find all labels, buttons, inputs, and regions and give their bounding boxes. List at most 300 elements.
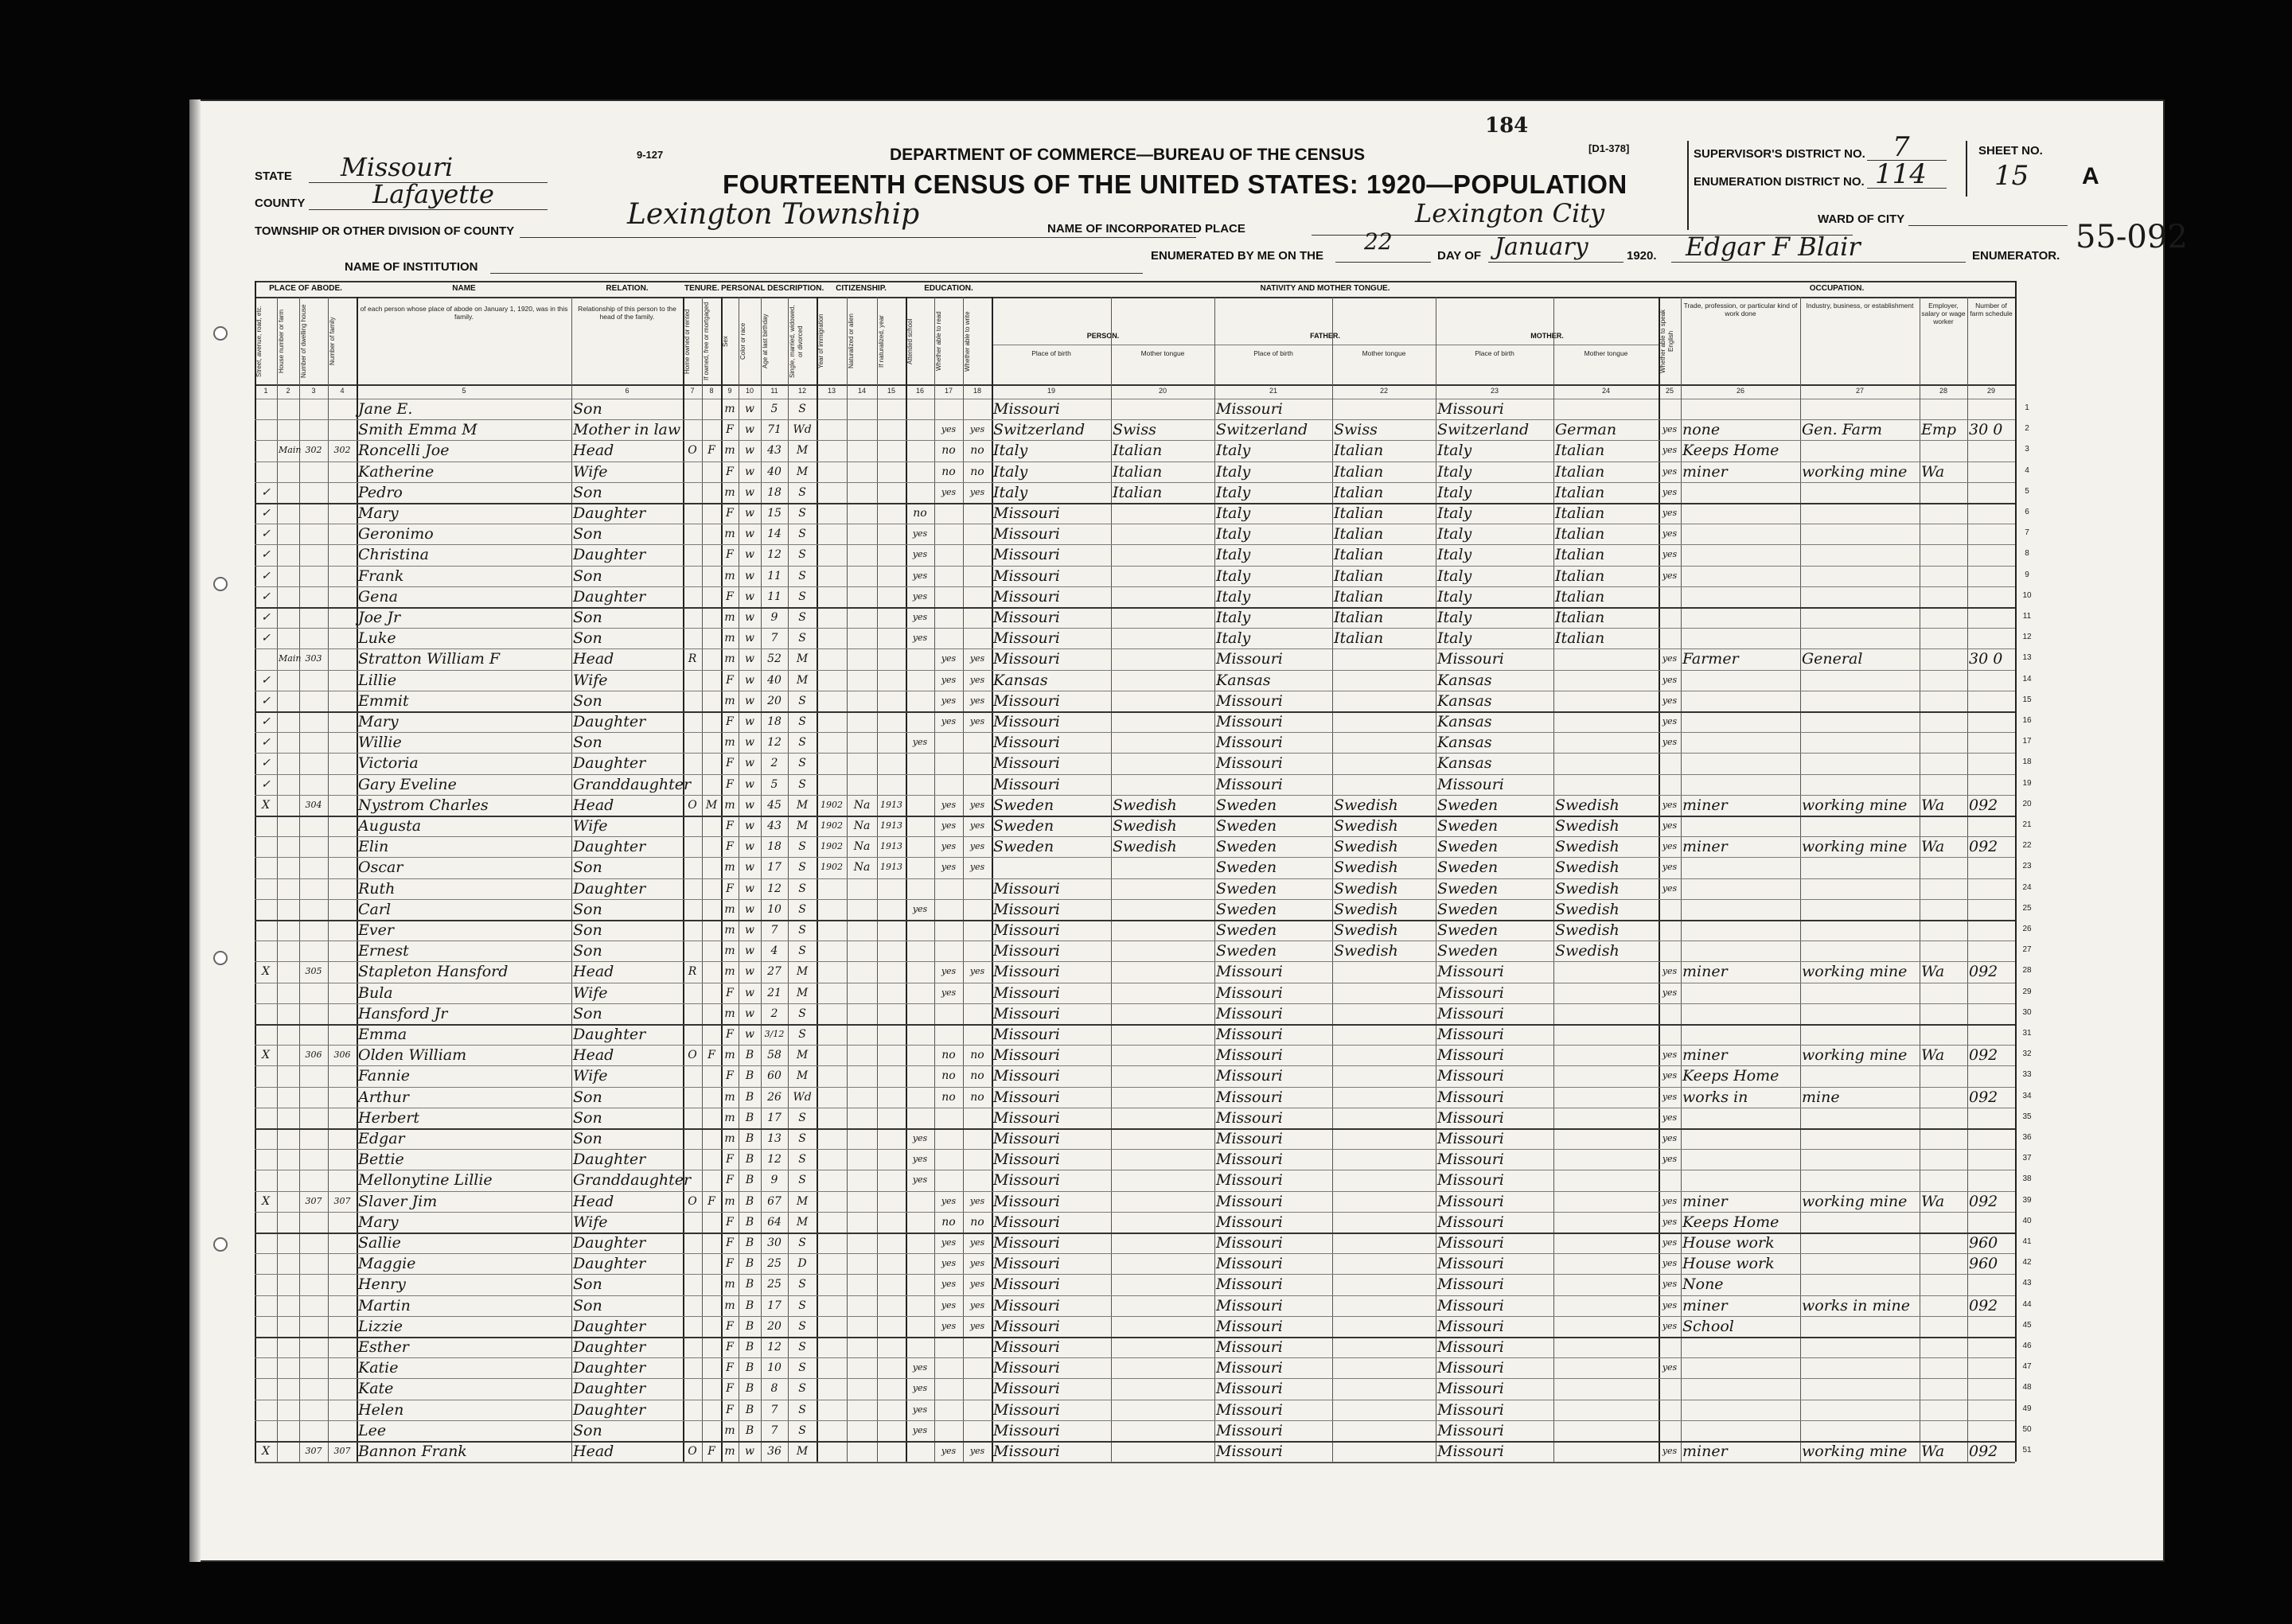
enumerated-label: ENUMERATED BY ME ON THE xyxy=(1151,249,1323,263)
table-cell: Son xyxy=(573,921,602,939)
table-cell: 7 xyxy=(770,924,778,937)
table-row-rule xyxy=(255,566,2015,567)
table-cell: miner xyxy=(1682,1443,1728,1460)
table-cell: Italian xyxy=(1334,462,1384,481)
table-row-rule xyxy=(255,899,2015,900)
table-cell: 8 xyxy=(770,1382,778,1396)
table-cell: Swedish xyxy=(1334,921,1398,939)
table-cell: 67 xyxy=(767,1194,782,1208)
table-cell: Missouri xyxy=(993,1234,1060,1252)
table-cell: O xyxy=(688,1049,697,1062)
column-heading: Single, married, widowed, or divorced xyxy=(789,305,804,378)
header-box-rule xyxy=(1966,141,1967,197)
table-cell: Missouri xyxy=(1216,1234,1283,1252)
table-cell: yes xyxy=(1662,1195,1678,1206)
table-cell: yes xyxy=(912,590,928,602)
table-cell: 092 xyxy=(1969,1088,1998,1106)
table-cell: Missouri xyxy=(993,1380,1060,1398)
table-cell: working mine xyxy=(1802,1046,1908,1065)
table-cell: Italian xyxy=(1555,587,1605,606)
table-cell: S xyxy=(798,507,806,520)
column-rule xyxy=(847,297,848,1462)
township-line xyxy=(520,237,1196,238)
table-cell: m xyxy=(724,569,735,582)
table-cell: Sweden xyxy=(1216,900,1277,918)
table-cell: Missouri xyxy=(1216,713,1283,730)
table-row-rule xyxy=(255,503,2015,504)
table-cell: 18 xyxy=(767,715,782,728)
table-cell: yes xyxy=(1662,1091,1678,1102)
table-cell: Italian xyxy=(1555,525,1605,543)
table-cell: Daughter xyxy=(573,879,646,898)
column-heading: Mother tongue xyxy=(1584,349,1628,357)
table-cell: Wa xyxy=(1921,1443,1945,1460)
table-row-rule xyxy=(255,1065,2015,1066)
table-cell: R xyxy=(688,652,697,666)
column-subgroup-heading: FATHER. xyxy=(1310,332,1340,340)
table-cell: Henry xyxy=(358,1275,406,1294)
table-cell: Italian xyxy=(1334,609,1384,626)
table-cell: 17 xyxy=(767,1111,782,1124)
table-cell: w xyxy=(745,694,754,707)
table-cell: no xyxy=(970,1090,984,1104)
table-cell: 43 xyxy=(767,444,782,458)
column-heading: Whether able to speak English xyxy=(1659,309,1674,374)
table-cell: F xyxy=(726,423,734,437)
table-cell: S xyxy=(798,757,806,770)
table-cell: Missouri xyxy=(1437,400,1504,418)
table-cell: Missouri xyxy=(1437,963,1504,981)
table-cell: 58 xyxy=(767,1049,782,1062)
column-heading: Number of family xyxy=(329,317,336,366)
table-cell: Wa xyxy=(1921,462,1945,481)
table-cell: no xyxy=(970,444,984,458)
table-cell: w xyxy=(745,423,754,437)
row-number: 22 xyxy=(2022,841,2032,851)
table-cell: ✓ xyxy=(261,590,271,603)
table-cell: 60 xyxy=(767,1069,782,1083)
column-number: 10 xyxy=(745,387,754,395)
table-cell: Missouri xyxy=(993,546,1060,564)
table-cell: Italian xyxy=(1334,629,1384,648)
table-cell: Bannon Frank xyxy=(358,1443,467,1460)
column-heading: Naturalized or alien xyxy=(848,314,855,369)
table-cell: 12 xyxy=(767,882,782,895)
table-cell: Missouri xyxy=(1216,1088,1283,1106)
table-cell: 4 xyxy=(770,944,778,958)
table-cell: 20 xyxy=(767,694,782,707)
table-cell: Swedish xyxy=(1555,879,1620,898)
table-cell: Missouri xyxy=(1437,1275,1504,1294)
table-cell: Granddaughter xyxy=(573,775,692,793)
column-number: 21 xyxy=(1269,387,1277,395)
column-number: 6 xyxy=(625,387,630,395)
table-cell: yes xyxy=(969,695,985,706)
column-heading: If owned, free or mortgaged xyxy=(703,302,710,381)
table-cell: B xyxy=(745,1403,754,1416)
table-cell: 960 xyxy=(1969,1255,1998,1273)
table-cell: Italian xyxy=(1555,567,1605,585)
column-rule xyxy=(1800,297,1801,1462)
column-group-heading: PERSONAL DESCRIPTION. xyxy=(721,284,824,293)
table-cell: Italy xyxy=(1216,442,1251,460)
table-cell: yes xyxy=(1662,674,1678,685)
table-cell: Swiss xyxy=(1334,421,1378,439)
table-cell: Missouri xyxy=(1437,1171,1504,1190)
table-cell: O xyxy=(688,1445,697,1458)
table-cell: 12 xyxy=(767,1341,782,1353)
table-row-rule xyxy=(255,732,2015,733)
table-cell: Edgar xyxy=(358,1130,405,1147)
table-cell: w xyxy=(745,757,754,770)
table-cell: Sweden xyxy=(1437,838,1499,856)
table-cell: ✓ xyxy=(261,507,271,520)
table-cell: Missouri xyxy=(1216,1380,1283,1398)
table-cell: 7 xyxy=(770,1403,778,1416)
table-cell: Italy xyxy=(1437,567,1472,585)
table-cell: yes xyxy=(969,1258,985,1269)
table-cell: Missouri xyxy=(993,1088,1060,1106)
table-row-rule xyxy=(255,1024,2015,1026)
table-cell: 307 xyxy=(305,1446,322,1456)
table-cell: 1913 xyxy=(880,799,902,810)
table-cell: Nystrom Charles xyxy=(358,796,489,814)
table-cell: miner xyxy=(1682,1296,1728,1314)
table-cell: Missouri xyxy=(1437,1151,1504,1169)
table-cell: Head xyxy=(573,650,614,668)
table-cell: S xyxy=(798,403,806,415)
table-cell: M xyxy=(796,1069,809,1083)
table-cell: yes xyxy=(1662,1133,1678,1143)
table-cell: w xyxy=(745,715,754,728)
table-cell: yes xyxy=(1662,424,1678,435)
table-cell: B xyxy=(745,1153,754,1166)
census-sheet xyxy=(189,99,2188,1562)
table-cell: X xyxy=(262,1445,270,1458)
table-cell: Missouri xyxy=(993,629,1060,648)
table-cell: Missouri xyxy=(1216,1296,1283,1314)
table-cell: F xyxy=(726,548,734,562)
table-cell: Missouri xyxy=(1216,1359,1283,1377)
table-cell: yes xyxy=(1662,1154,1678,1165)
table-cell: Switzerland xyxy=(1216,421,1308,439)
column-heading: Employer, salary or wage worker xyxy=(1921,302,1966,325)
table-cell: w xyxy=(745,652,754,666)
table-cell: M xyxy=(796,652,809,666)
table-cell: Na xyxy=(853,820,871,832)
table-cell: Missouri xyxy=(993,1130,1060,1147)
table-cell: 14 xyxy=(767,528,782,541)
table-cell: none xyxy=(1682,421,1721,439)
table-cell: Italy xyxy=(1437,587,1472,606)
table-cell: 3/12 xyxy=(764,1029,785,1039)
table-cell: Missouri xyxy=(1437,1192,1504,1210)
table-cell: F xyxy=(726,1361,734,1375)
county-line xyxy=(309,209,548,210)
table-cell: 302 xyxy=(333,445,351,456)
table-cell: Kansas xyxy=(1437,713,1492,730)
table-cell: yes xyxy=(1662,716,1678,726)
table-cell: 092 xyxy=(1969,1296,1998,1314)
table-cell: w xyxy=(745,465,754,478)
table-cell: Gena xyxy=(358,587,398,606)
table-cell: Christina xyxy=(358,546,429,564)
table-row-rule xyxy=(255,1274,2015,1275)
table-cell: working mine xyxy=(1802,1443,1908,1460)
table-cell: Ruth xyxy=(358,879,396,898)
institution-label: NAME OF INSTITUTION xyxy=(345,260,478,274)
table-cell: yes xyxy=(1662,508,1678,518)
table-cell: yes xyxy=(1662,1237,1678,1248)
township-label: TOWNSHIP OR OTHER DIVISION OF COUNTY xyxy=(255,224,515,238)
table-cell: 40 xyxy=(767,673,782,687)
table-cell: ✓ xyxy=(261,736,271,750)
table-row-rule xyxy=(255,1420,2015,1421)
row-number: 26 xyxy=(2022,925,2032,933)
row-number: 40 xyxy=(2022,1216,2032,1225)
table-cell: w xyxy=(745,611,754,624)
table-cell: Italian xyxy=(1555,504,1605,522)
table-cell: Sweden xyxy=(1437,942,1499,960)
state-value: Missouri xyxy=(341,152,454,182)
table-cell: m xyxy=(724,611,735,624)
table-cell: Missouri xyxy=(1216,1338,1283,1356)
table-cell: Herbert xyxy=(358,1108,420,1127)
table-cell: yes xyxy=(941,820,957,831)
table-cell: 15 xyxy=(767,507,782,520)
table-cell: yes xyxy=(912,570,928,581)
table-cell: m xyxy=(724,694,735,707)
row-number: 39 xyxy=(2022,1195,2032,1205)
column-group-heading: CITIZENSHIP. xyxy=(836,284,887,293)
table-cell: 10 xyxy=(767,902,782,916)
table-cell: Missouri xyxy=(993,734,1060,752)
table-cell: yes xyxy=(969,1195,985,1206)
table-cell: F xyxy=(707,1194,715,1208)
table-cell: Swedish xyxy=(1334,838,1398,856)
row-number: 32 xyxy=(2022,1050,2032,1059)
table-cell: m xyxy=(724,403,735,415)
table-cell: ✓ xyxy=(261,777,271,791)
table-cell: Bettie xyxy=(358,1151,404,1169)
table-cell: yes xyxy=(941,1279,957,1290)
table-cell: B xyxy=(745,1278,754,1291)
table-cell: Italian xyxy=(1555,629,1605,648)
table-cell: working mine xyxy=(1802,462,1908,481)
table-cell: yes xyxy=(969,1320,985,1331)
table-cell: yes xyxy=(1662,820,1678,831)
table-cell: Missouri xyxy=(993,1171,1060,1190)
table-cell: 9 xyxy=(770,1174,778,1187)
table-cell: Missouri xyxy=(1216,1046,1283,1065)
table-cell: yes xyxy=(1662,528,1678,539)
row-number: 43 xyxy=(2022,1279,2032,1288)
table-row-rule xyxy=(255,1191,2015,1192)
table-cell: Italy xyxy=(1216,462,1251,481)
table-cell: w xyxy=(745,777,754,791)
table-cell: Head xyxy=(573,442,614,460)
sheet-letter: A xyxy=(2082,163,2099,189)
table-cell: Missouri xyxy=(1216,775,1283,793)
table-row-rule xyxy=(255,586,2015,587)
binder-hole xyxy=(213,1237,228,1252)
table-cell: Italy xyxy=(1437,504,1472,522)
table-cell: 9 xyxy=(770,611,778,624)
table-cell: M xyxy=(796,1445,809,1458)
table-cell: Missouri xyxy=(993,963,1060,981)
table-cell: Gen. Farm xyxy=(1802,421,1883,439)
table-cell: w xyxy=(745,485,754,499)
table-cell: Italian xyxy=(1334,546,1384,564)
table-cell: Missouri xyxy=(993,609,1060,626)
column-rule xyxy=(877,297,878,1462)
table-cell: Daughter xyxy=(573,1338,646,1356)
row-number: 33 xyxy=(2022,1070,2032,1080)
row-number: 19 xyxy=(2022,778,2032,788)
column-rule xyxy=(571,297,572,1462)
table-cell: F xyxy=(726,1257,734,1271)
table-cell: Swedish xyxy=(1555,796,1620,814)
table-cell: 304 xyxy=(305,799,322,810)
table-cell: 306 xyxy=(305,1050,322,1061)
table-cell: Kate xyxy=(358,1380,394,1398)
table-cell: 21 xyxy=(767,986,782,999)
table-cell: 960 xyxy=(1969,1234,1998,1252)
table-cell: House work xyxy=(1682,1234,1775,1252)
table-cell: yes xyxy=(969,716,985,726)
table-cell: S xyxy=(798,1132,806,1145)
table-cell: Missouri xyxy=(1216,1108,1283,1127)
table-row-rule xyxy=(255,628,2015,629)
column-heading: House number or farm xyxy=(278,309,285,374)
table-cell: yes xyxy=(969,1446,985,1456)
table-cell: Missouri xyxy=(993,1026,1060,1043)
table-cell: m xyxy=(724,1090,735,1104)
table-cell: w xyxy=(745,548,754,562)
table-cell: yes xyxy=(1662,1279,1678,1290)
table-cell: yes xyxy=(1662,987,1678,998)
table-cell: yes xyxy=(912,1174,928,1186)
table-cell: w xyxy=(745,507,754,520)
table-cell: Missouri xyxy=(993,1443,1060,1460)
table-cell: Swedish xyxy=(1334,879,1398,898)
table-cell: B xyxy=(745,1090,754,1104)
table-row-rule xyxy=(255,1045,2015,1046)
table-row-rule xyxy=(255,440,2015,441)
column-number: 1 xyxy=(263,387,268,395)
table-cell: miner xyxy=(1682,963,1728,981)
table-cell: Missouri xyxy=(1437,1046,1504,1065)
row-number: 13 xyxy=(2022,653,2032,663)
table-cell: S xyxy=(798,1423,806,1437)
table-cell: Head xyxy=(573,1443,614,1460)
table-cell: F xyxy=(726,715,734,728)
table-cell: S xyxy=(798,611,806,624)
table-cell: Esther xyxy=(358,1338,409,1356)
table-cell: 17 xyxy=(767,1299,782,1312)
table-cell: Victoria xyxy=(358,754,419,773)
incorporated-label: NAME OF INCORPORATED PLACE xyxy=(1047,222,1245,236)
row-number: 41 xyxy=(2022,1237,2032,1246)
row-number: 12 xyxy=(2022,633,2032,642)
row-number: 23 xyxy=(2022,862,2032,871)
table-cell: S xyxy=(798,902,806,916)
table-cell: O xyxy=(688,444,697,458)
table-cell: Missouri xyxy=(1437,1026,1504,1043)
table-cell: m xyxy=(724,528,735,541)
table-cell: S xyxy=(798,1174,806,1187)
column-rule xyxy=(277,297,278,1462)
table-cell: Missouri xyxy=(1216,1026,1283,1043)
table-cell: Sweden xyxy=(1216,796,1277,814)
table-cell: Kansas xyxy=(1437,671,1492,689)
table-cell: Martin xyxy=(358,1296,411,1314)
table-cell: m xyxy=(724,1132,735,1145)
table-row-rule xyxy=(255,482,2015,483)
table-cell: Na xyxy=(853,798,871,812)
table-cell: Missouri xyxy=(993,1317,1060,1335)
table-cell: Italy xyxy=(1437,629,1472,648)
table-cell: ✓ xyxy=(261,611,271,624)
table-cell: yes xyxy=(912,633,928,644)
table-cell: yes xyxy=(941,1299,957,1310)
table-cell: Missouri xyxy=(1216,1213,1283,1231)
table-cell: Missouri xyxy=(1216,1004,1283,1022)
table-cell: Jane E. xyxy=(358,400,413,418)
table-cell: yes xyxy=(969,1237,985,1248)
column-rule xyxy=(761,297,762,1462)
table-cell: w xyxy=(745,820,754,832)
table-cell: Daughter xyxy=(573,1400,646,1419)
table-cell: Missouri xyxy=(993,942,1060,960)
table-cell: Swedish xyxy=(1113,817,1177,835)
table-cell: Wa xyxy=(1921,796,1945,814)
table-cell: Swedish xyxy=(1334,859,1398,877)
column-rule xyxy=(2015,281,2017,1462)
column-rule xyxy=(1111,297,1112,1462)
column-group-heading: OCCUPATION. xyxy=(1809,284,1865,293)
table-cell: Missouri xyxy=(1437,1380,1504,1398)
table-cell: no xyxy=(941,1049,956,1062)
table-cell: Head xyxy=(573,796,614,814)
table-cell: Wife xyxy=(573,817,608,835)
table-cell: Son xyxy=(573,1004,602,1022)
table-cell: ✓ xyxy=(261,569,271,582)
table-cell: Swedish xyxy=(1555,817,1620,835)
table-cell: yes xyxy=(912,1133,928,1143)
table-cell: w xyxy=(745,965,754,979)
table-cell: w xyxy=(745,902,754,916)
table-cell: no xyxy=(941,465,956,478)
row-number: 49 xyxy=(2022,1404,2032,1413)
column-heading: Home owned or rented xyxy=(684,309,691,374)
table-cell: yes xyxy=(1662,486,1678,497)
table-cell: M xyxy=(796,820,809,832)
column-number: 8 xyxy=(709,387,714,395)
table-cell: m xyxy=(724,861,735,874)
table-cell: yes xyxy=(1662,570,1678,581)
table-cell: Swedish xyxy=(1334,942,1398,960)
table-cell: Missouri xyxy=(993,900,1060,918)
table-cell: Missouri xyxy=(1437,1088,1504,1106)
table-cell: Keeps Home xyxy=(1682,442,1779,460)
table-cell: w xyxy=(745,944,754,958)
table-cell: yes xyxy=(969,841,985,852)
table-cell: Emma xyxy=(358,1026,407,1043)
table-cell: Kansas xyxy=(1437,734,1492,752)
table-cell: 092 xyxy=(1969,963,1998,981)
table-cell: 18 xyxy=(767,485,782,499)
